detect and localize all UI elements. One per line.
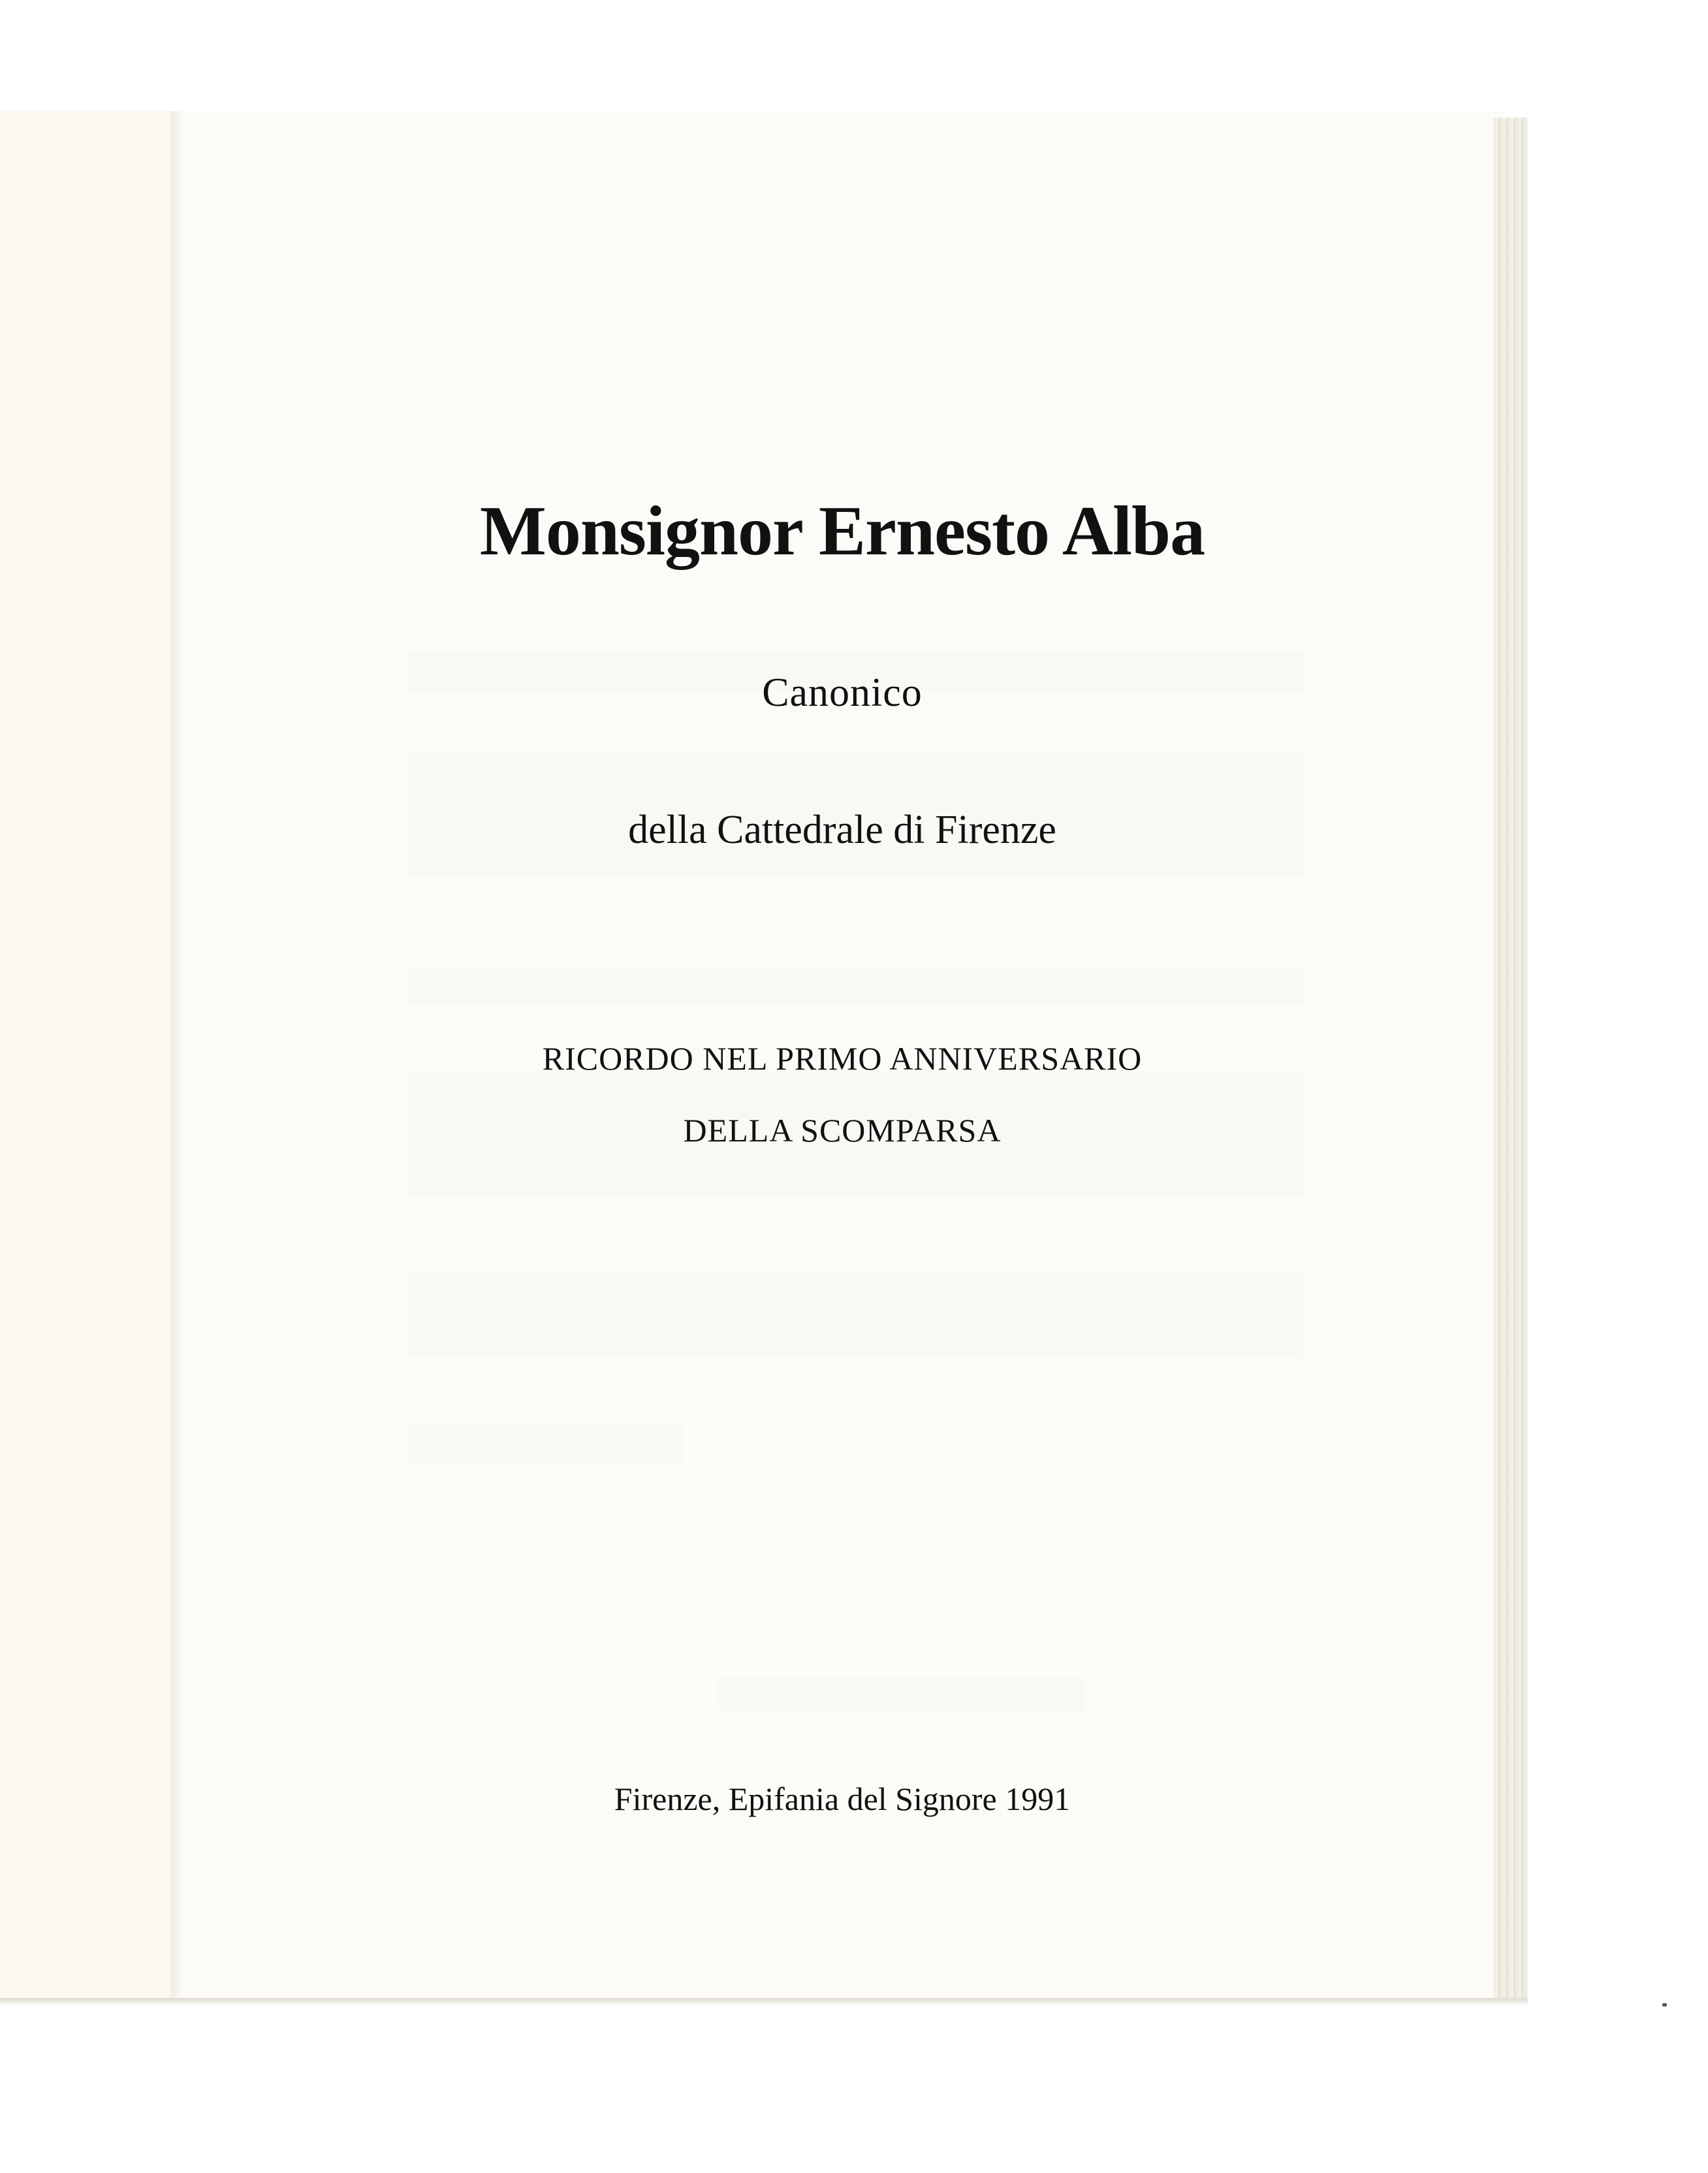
left-page [0,111,178,2005]
bleed-through-block [408,966,1303,1006]
bleed-through-block [408,1273,1303,1358]
memorial-line-2: DELLA SCOMPARSA [683,1112,1002,1149]
memorial-line-1: RICORDO NEL PRIMO ANNIVERSARIO [542,1040,1143,1077]
cathedral-line: della Cattedrale di Firenze [628,808,1056,852]
place-date-footer: Firenze, Epifania del Signore 1991 [614,1781,1071,1817]
bleed-through-block [718,1678,1084,1711]
bleed-through-block [408,1423,682,1463]
page-title: Monsignor Ernesto Alba [479,492,1205,570]
dust-speck [1662,2003,1667,2006]
subtitle: Canonico [762,671,923,715]
page-bottom-shadow [0,1998,1528,2006]
